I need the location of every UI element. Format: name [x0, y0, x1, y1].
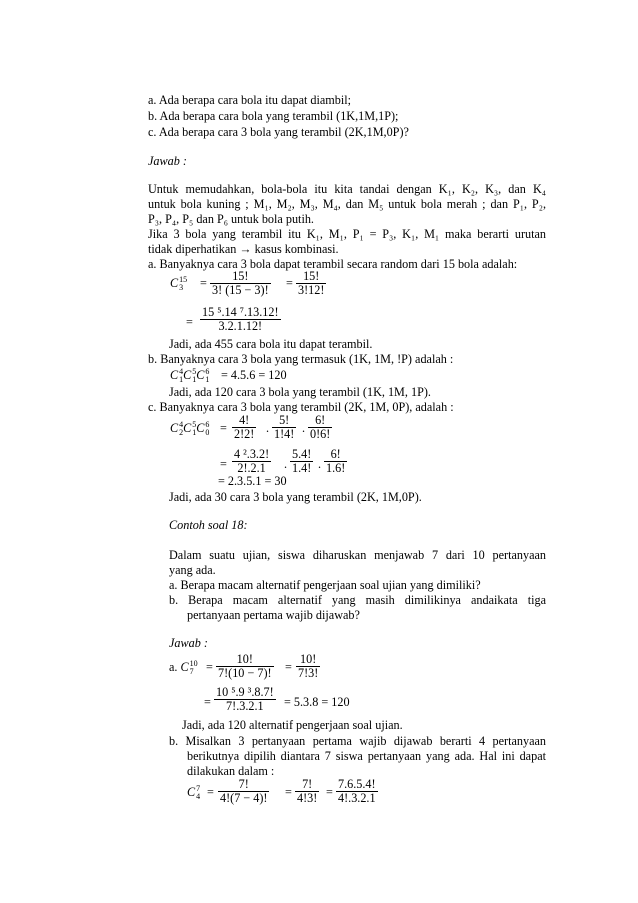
part-a-fraction-3	[200, 306, 281, 333]
answer-b-fraction-3	[336, 778, 378, 805]
part-b-conclusion: Jadi, ada 120 cara 3 bola yang terambil (1K, 1M, 1P).	[169, 385, 431, 399]
combination-sup: 15	[179, 275, 188, 285]
denominator: 1!4!	[274, 427, 295, 441]
example-question-b-2: pertanyaan pertama wajib dijawab?	[187, 608, 360, 622]
answer-a-fraction-2	[296, 653, 320, 680]
dot-operator: .	[284, 457, 288, 471]
equals-sign: =	[220, 421, 227, 435]
answer-a-fraction-3	[214, 686, 276, 713]
equals-sign: =	[204, 695, 211, 709]
intro-line-3: P₃, P₄, P₅ dan P₆ untuk bola putih.	[148, 212, 314, 226]
equals-sign: =	[220, 457, 227, 471]
denominator: 3!12!	[298, 283, 325, 297]
part-c-combination: C 4 2 C 5 1 C 6 0	[170, 420, 210, 438]
part-c-fraction-1	[232, 414, 256, 441]
denominator: 2!2!	[234, 427, 255, 441]
numerator: 10!	[236, 652, 253, 666]
answer-b-fraction-1	[218, 778, 269, 805]
answer-b-line-2: berikutnya dipilih diantara 7 siswa pertanyaan yang ada. Hal ini dapat	[187, 749, 546, 763]
numerator: 4 ².3.2!	[234, 447, 270, 461]
numerator: 10 ⁵.9 ³.8.7!	[216, 685, 274, 699]
numerator: 7!	[302, 777, 313, 791]
example-text-line-2: yang ada.	[169, 563, 216, 577]
part-c-conclusion: Jadi, ada 30 cara 3 bola yang terambil (2K, 1M,0P).	[169, 490, 422, 504]
denominator: 1.4!	[292, 461, 312, 475]
answer-b-fraction-2	[295, 778, 319, 805]
part-a-fraction-2	[296, 270, 326, 297]
numerator: 15 ⁵.14 ⁷.13.12!	[202, 305, 279, 319]
part-a-heading: a. Banyaknya cara 3 bola dapat terambil secara random dari 15 bola adalah:	[148, 257, 518, 271]
example-question-b-1: b. Berapa macam alternatif yang masih dimilikinya andaikata tiga	[169, 593, 546, 607]
part-c-heading: c. Banyaknya cara 3 bola yang terambil (2K, 1M, 0P), adalah :	[148, 400, 454, 414]
part-b-result: = 4.5.6 = 120	[221, 368, 287, 382]
denominator: 4!.3.2.1	[338, 791, 376, 805]
answer-a-fraction-1	[216, 653, 274, 680]
combination-sup: 10	[189, 659, 198, 669]
denominator: 4!3!	[297, 791, 318, 805]
part-c-fraction-6	[324, 448, 347, 475]
intro-line-2: untuk bola kuning ; M₁, M₂, M₃, M₄, dan M₅ untuk bola merah ; dan P₁, P₂,	[148, 197, 546, 211]
example-title: Contoh soal 18:	[169, 518, 248, 532]
equals-sign: =	[285, 660, 292, 674]
combination-sub: 4	[196, 792, 201, 802]
dot-operator: .	[302, 421, 306, 435]
equals-sign: =	[207, 785, 214, 799]
question-a: a. Ada berapa cara bola itu dapat diambil;	[148, 93, 352, 107]
part-c-fraction-3	[308, 414, 332, 441]
part-c-result: = 2.3.5.1 = 30	[218, 474, 287, 488]
denominator: 7!(10 − 7)!	[218, 666, 272, 680]
part-c-fraction-5	[290, 448, 313, 475]
answer-b-line-1: b. Misalkan 3 pertanyaan pertama wajib dijawab berarti 4 pertanyaan	[169, 734, 546, 748]
denominator: 0!6!	[310, 427, 331, 441]
denominator: 3! (15 − 3)!	[212, 283, 269, 297]
combination-sub: 7	[189, 667, 194, 677]
part-c-fraction-4	[232, 448, 271, 475]
denominator: 2!.2.1	[232, 461, 271, 475]
denominator: 7!.3.2.1	[214, 699, 276, 713]
numerator: 7.6.5.4!	[338, 777, 376, 791]
numerator: 15!	[232, 269, 249, 283]
example-text-line-1: Dalam suatu ujian, siswa diharuskan menjawab 7 dari 10 pertanyaan	[169, 548, 546, 562]
numerator: 6!	[315, 413, 326, 427]
jawab-heading-2: Jawab :	[169, 636, 208, 650]
question-c: c. Ada berapa cara 3 bola yang terambil (2K,1M,0P)?	[148, 125, 409, 139]
numerator: 7!	[238, 777, 249, 791]
dot-operator: .	[318, 457, 322, 471]
numerator: 10!	[300, 652, 317, 666]
answer-a-conclusion: Jadi, ada 120 alternatif pengerjaan soal ujian.	[182, 718, 403, 732]
numerator: 15!	[303, 269, 320, 283]
answer-a-combination: a. C 10 7	[169, 659, 198, 677]
denominator: 1.6!	[326, 461, 346, 475]
part-a-fraction-1	[210, 270, 271, 297]
denominator: 4!(7 − 4)!	[220, 791, 268, 805]
numerator: 5.4!	[292, 447, 312, 461]
part-b-heading: b. Banyaknya cara 3 bola yang termasuk (1K, 1M, !P) adalah :	[148, 352, 454, 366]
numerator: 4!	[239, 413, 250, 427]
answer-a-label: a.	[169, 660, 178, 674]
equals-sign: =	[285, 785, 292, 799]
jawab-heading: Jawab :	[148, 154, 187, 168]
numerator: 6!	[330, 447, 341, 461]
equals-sign: =	[206, 660, 213, 674]
numerator: 5!	[279, 413, 290, 427]
denominator: 3.2.1.12!	[200, 319, 281, 333]
part-a-conclusion: Jadi, ada 455 cara bola itu dapat terambil.	[169, 337, 373, 351]
denominator: 7!3!	[298, 666, 319, 680]
combination-sub: 3	[179, 283, 184, 293]
combination-symbol: C	[170, 276, 179, 290]
answer-b-line-3: dilakukan dalam :	[187, 764, 275, 778]
intro-line-4: Jika 3 bola yang terambil itu K₁, M₁, P₁ = P₃, K₁, M₁ maka berarti urutan	[148, 227, 546, 241]
part-b-combination: C 4 1 C 5 1 C 6 1	[170, 367, 210, 385]
equals-sign: =	[286, 276, 293, 290]
equals-sign: =	[186, 315, 193, 329]
part-a-combination	[170, 276, 187, 292]
answer-b-combination: C 7 4	[187, 784, 201, 802]
combination-sup: 7	[196, 784, 201, 794]
answer-a-result: = 5.3.8 = 120	[284, 695, 350, 709]
example-question-a: a. Berapa macam alternatif pengerjaan soal ujian yang dimiliki?	[169, 578, 481, 592]
equals-sign: =	[200, 276, 207, 290]
intro-line-1: Untuk memudahkan, bola-bola itu kita tandai dengan K₁, K₂, K₃, dan K₄	[148, 182, 546, 196]
dot-operator: .	[266, 421, 270, 435]
intro-line-5: tidak diperhatikan → kasus kombinasi.	[148, 242, 339, 256]
part-c-fraction-2	[272, 414, 296, 441]
question-b: b. Ada berapa cara bola yang terambil (1K,1M,1P);	[148, 109, 399, 123]
equals-sign: =	[326, 785, 333, 799]
